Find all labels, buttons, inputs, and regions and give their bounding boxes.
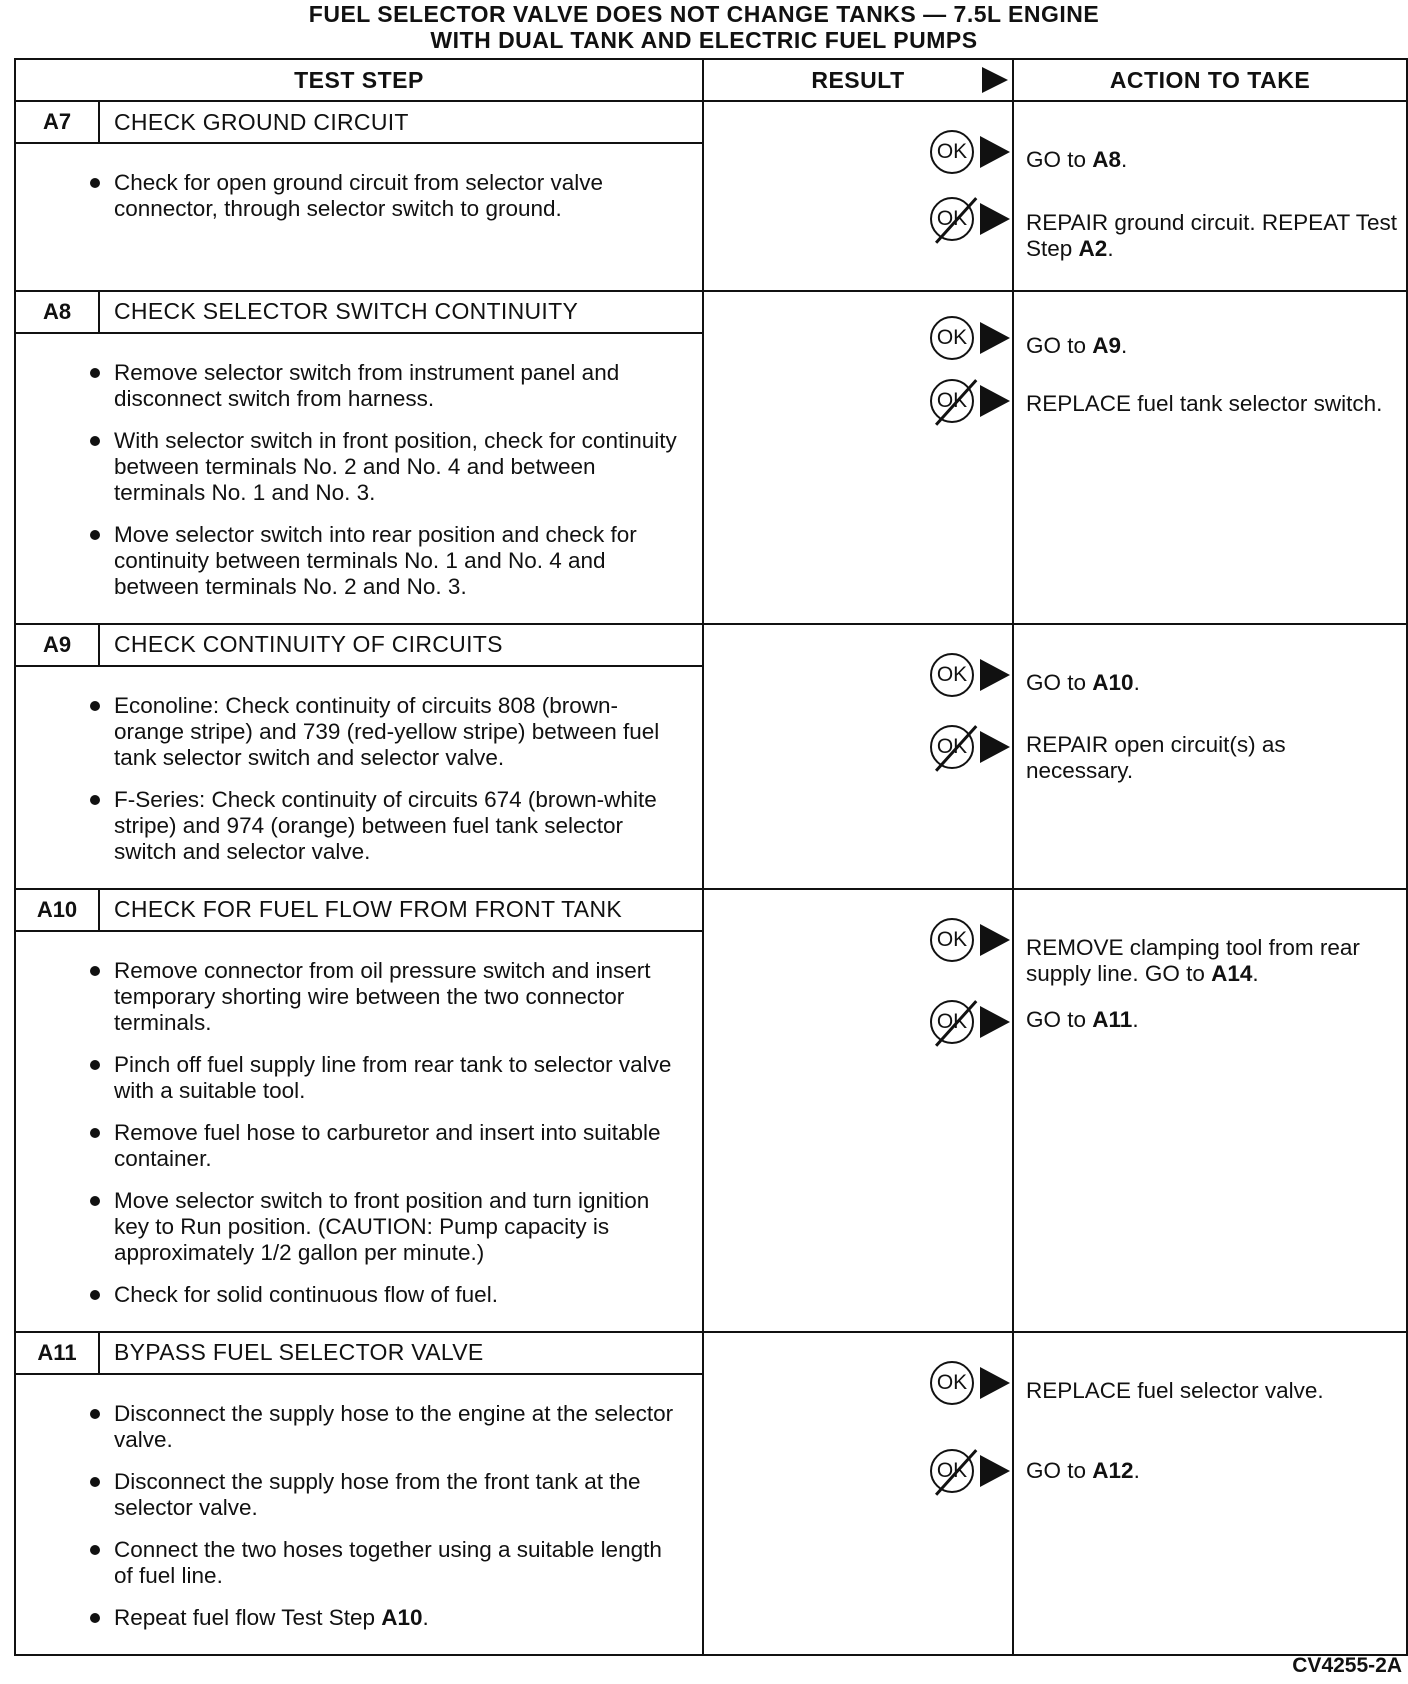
step-title: CHECK SELECTOR SWITCH CONTINUITY — [114, 298, 579, 325]
step-header — [16, 1333, 702, 1375]
step-title: BYPASS FUEL SELECTOR VALVE — [114, 1339, 484, 1366]
result-arrow-icon — [980, 659, 1010, 691]
ok-label: OK — [936, 140, 968, 163]
not-ok-action-text: REPAIR open circuit(s) as necessary. — [1026, 731, 1286, 783]
not-ok-icon — [930, 379, 974, 423]
ok-label: OK — [936, 325, 968, 349]
ok-action-text: GO to A10. — [1026, 669, 1140, 695]
result-arrow-icon — [980, 731, 1010, 763]
ok-action-text: REMOVE clamping tool from rear supply line. GO to A14. — [1026, 934, 1360, 986]
ok-label: OK — [936, 207, 968, 230]
ok-icon — [930, 1361, 974, 1405]
header-result — [703, 59, 1013, 101]
result-cell — [703, 1332, 1013, 1655]
step-row-a10 — [15, 889, 1407, 1332]
test-step-cell — [15, 291, 703, 624]
header-action: ACTION TO TAKE — [1013, 59, 1407, 101]
result-cell — [703, 291, 1013, 624]
header-row — [15, 59, 1407, 101]
action-cell — [1013, 1332, 1407, 1655]
not-ok-icon — [930, 1000, 974, 1044]
test-step-cell — [15, 889, 703, 1332]
header-arrow-icon — [982, 67, 1008, 93]
not-ok-action-text: GO to A11. — [1026, 1006, 1139, 1032]
step-row-a11 — [15, 1332, 1407, 1655]
page-title-line-2: WITH DUAL TANK AND ELECTRIC FUEL PUMPS — [430, 27, 978, 53]
instruction-item: Connect the two hoses together using a suitable length of fuel line. — [114, 1537, 682, 1589]
ok-label: OK — [936, 1370, 968, 1394]
result-arrow-icon — [980, 1006, 1010, 1038]
step-instructions — [16, 334, 702, 622]
step-instructions — [16, 932, 702, 1330]
ok-label: OK — [936, 662, 968, 686]
instruction-item: Check for solid continuous flow of fuel. — [114, 1282, 682, 1308]
ok-label: OK — [936, 927, 968, 951]
test-step-cell — [15, 624, 703, 889]
not-ok-action-text: REPLACE fuel tank selector switch. — [1026, 390, 1383, 416]
step-row-a8 — [15, 291, 1407, 624]
action-cell — [1013, 291, 1407, 624]
step-header — [16, 292, 702, 334]
step-title: CHECK CONTINUITY OF CIRCUITS — [114, 631, 503, 658]
instruction-item: Check for open ground circuit from selector valve connector, through selector switch to ground. — [114, 170, 682, 222]
instruction-item: Move selector switch into rear position and check for continuity between terminals No. 1 and No. 4 and between terminals No. 2 and No. 3. — [114, 522, 682, 600]
result-arrow-icon — [980, 136, 1010, 168]
not-ok-action-text: GO to A12. — [1026, 1457, 1140, 1483]
result-arrow-icon — [980, 322, 1010, 354]
instruction-item: Disconnect the supply hose from the front tank at the selector valve. — [114, 1469, 682, 1521]
not-ok-icon — [930, 1449, 974, 1493]
result-arrow-icon — [980, 924, 1010, 956]
action-cell — [1013, 101, 1407, 291]
step-id: A11 — [16, 1333, 100, 1373]
action-cell — [1013, 624, 1407, 889]
instruction-item: Remove fuel hose to carburetor and insert into suitable container. — [114, 1120, 682, 1172]
instruction-item: Repeat fuel flow Test Step A10. — [114, 1605, 682, 1631]
instruction-item: With selector switch in front position, check for continuity between terminals No. 2 and No. 4 and between terminals No. 1 and No. 3. — [114, 428, 682, 506]
ok-action-text: REPLACE fuel selector valve. — [1026, 1377, 1324, 1403]
ok-label: OK — [936, 734, 968, 758]
result-arrow-icon — [980, 385, 1010, 417]
step-header — [16, 890, 702, 932]
instruction-item: Econoline: Check continuity of circuits 808 (brown-orange stripe) and 739 (red-yellow stripe) between fuel tank selector switch and selector valve. — [114, 693, 682, 771]
not-ok-icon — [930, 725, 974, 769]
ok-action-text: GO to A8. — [1026, 147, 1128, 172]
action-cell — [1013, 889, 1407, 1332]
instruction-item: Remove connector from oil pressure switch and insert temporary shorting wire between the two connector terminals. — [114, 958, 682, 1036]
ok-icon — [930, 316, 974, 360]
instruction-item: Disconnect the supply hose to the engine at the selector valve. — [114, 1401, 682, 1453]
instruction-item: F-Series: Check continuity of circuits 674 (brown-white stripe) and 974 (orange) between fuel tank selector switch and selector valve. — [114, 787, 682, 865]
ok-label: OK — [936, 1458, 968, 1482]
step-row-a7 — [15, 101, 1407, 291]
result-cell — [703, 889, 1013, 1332]
ok-icon — [930, 653, 974, 697]
not-ok-icon — [930, 197, 974, 241]
result-cell — [703, 624, 1013, 889]
ok-icon — [930, 918, 974, 962]
diagnostic-table — [14, 58, 1408, 1656]
ok-action-text: GO to A9. — [1026, 332, 1128, 358]
step-instructions — [16, 144, 702, 244]
step-title: CHECK FOR FUEL FLOW FROM FRONT TANK — [114, 896, 622, 923]
step-id: A8 — [16, 292, 100, 332]
ok-label: OK — [936, 1009, 968, 1033]
step-title: CHECK GROUND CIRCUIT — [114, 108, 409, 135]
ok-label: OK — [936, 388, 968, 412]
result-arrow-icon — [980, 203, 1010, 235]
figure-code: CV4255-2A — [1292, 1654, 1402, 1677]
step-id: A7 — [16, 102, 100, 142]
test-step-cell — [15, 101, 703, 291]
step-id: A9 — [16, 625, 100, 665]
step-instructions — [16, 1375, 702, 1653]
result-arrow-icon — [980, 1455, 1010, 1487]
instruction-item: Remove selector switch from instrument panel and disconnect switch from harness. — [114, 360, 682, 412]
header-test-step: TEST STEP — [15, 59, 703, 101]
header-result-label: RESULT — [811, 66, 905, 93]
step-row-a9 — [15, 624, 1407, 889]
result-arrow-icon — [980, 1367, 1010, 1399]
page-title-line-1: FUEL SELECTOR VALVE DOES NOT CHANGE TANKS — 7.5L ENGINE — [308, 1, 1100, 27]
instruction-item: Pinch off fuel supply line from rear tank to selector valve with a suitable tool. — [114, 1052, 682, 1104]
ok-icon — [930, 130, 974, 174]
step-header — [16, 102, 702, 144]
not-ok-action-text: REPAIR ground circuit. REPEAT Test Step A2. — [1026, 210, 1397, 261]
instruction-item: Move selector switch to front position and turn ignition key to Run position. (CAUTION: Pump capacity is approximately 1/2 gallon per minute.) — [114, 1188, 682, 1266]
result-cell — [703, 101, 1013, 291]
test-step-cell — [15, 1332, 703, 1655]
step-id: A10 — [16, 890, 100, 930]
step-header — [16, 625, 702, 667]
step-instructions — [16, 667, 702, 887]
